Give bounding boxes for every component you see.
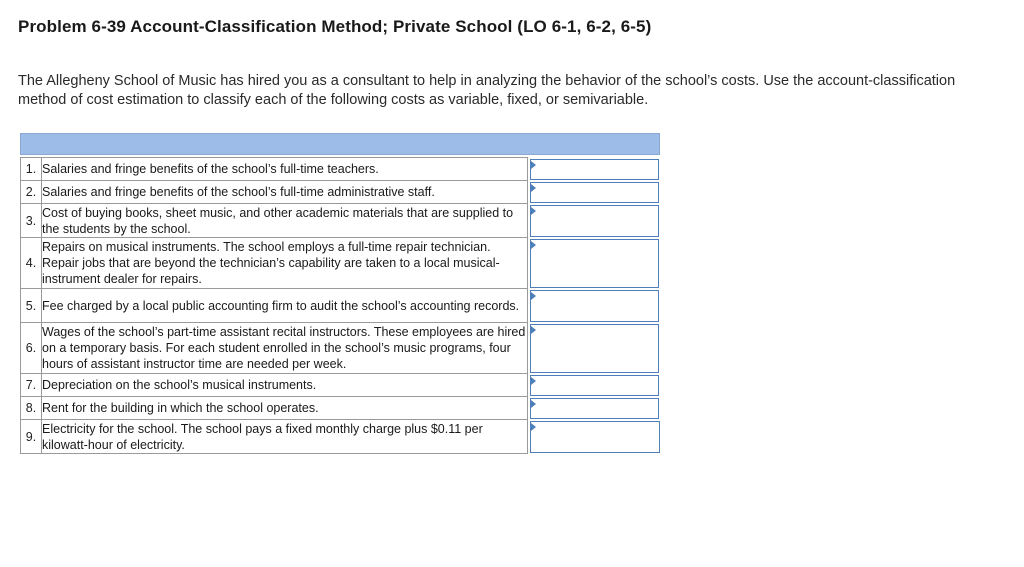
dropdown-arrow-icon: [531, 377, 536, 385]
table-row: [21, 323, 660, 374]
table-row: [21, 397, 660, 420]
cost-description: Cost of buying books, sheet music, and other academic materials that are supplied to the students by the school.: [42, 204, 528, 238]
row-number: 6.: [21, 323, 42, 374]
row-number: 3.: [21, 204, 42, 238]
table-row: [21, 374, 660, 397]
dropdown-arrow-icon: [531, 400, 536, 408]
row-number: 2.: [21, 181, 42, 204]
classification-dropdown[interactable]: [530, 324, 659, 373]
classification-dropdown[interactable]: [530, 375, 659, 396]
dropdown-arrow-icon: [531, 184, 536, 192]
classification-dropdown[interactable]: [530, 159, 659, 180]
cost-items-table: [20, 157, 660, 454]
table-row: [21, 181, 660, 204]
table-row: [21, 289, 660, 323]
dropdown-arrow-icon: [531, 292, 536, 300]
cost-description: Depreciation on the school’s musical instruments.: [42, 374, 528, 397]
problem-instructions: The Allegheny School of Music has hired you as a consultant to help in analyzing the behavior of the school’s costs. Use the account-classification method of cost estimation to classify each of the following costs as variable, fixed, or semivariable.: [18, 73, 956, 108]
classification-table: [20, 133, 660, 454]
row-number: 5.: [21, 289, 42, 323]
dropdown-arrow-icon: [531, 161, 536, 169]
classification-dropdown[interactable]: [530, 182, 659, 203]
row-number: 8.: [21, 397, 42, 420]
classification-dropdown[interactable]: [530, 421, 660, 453]
table-row: [21, 238, 660, 289]
problem-title: Problem 6-39 Account-Classification Method; Private School (LO 6-1, 6-2, 6-5): [18, 17, 652, 36]
cost-description: Salaries and fringe benefits of the school’s full-time administrative staff.: [42, 181, 528, 204]
cost-description: Repairs on musical instruments. The school employs a full-time repair technician. Repair jobs that are beyond the technician’s capability are taken to a local musical-instrument dealer for repairs.: [42, 238, 528, 289]
row-number: 7.: [21, 374, 42, 397]
row-number: 4.: [21, 238, 42, 289]
cost-description: Electricity for the school. The school pays a fixed monthly charge plus $0.11 per kilowatt-hour of electricity.: [42, 420, 528, 454]
row-number: 9.: [21, 420, 42, 454]
classification-dropdown[interactable]: [530, 239, 659, 288]
table-row: [21, 420, 660, 454]
classification-dropdown[interactable]: [530, 205, 659, 237]
cost-description: Fee charged by a local public accounting firm to audit the school’s accounting records.: [42, 289, 528, 323]
table-row: [21, 158, 660, 181]
dropdown-arrow-icon: [531, 423, 536, 431]
dropdown-arrow-icon: [531, 326, 536, 334]
table-row: [21, 204, 660, 238]
cost-description: Rent for the building in which the school operates.: [42, 397, 528, 420]
classification-dropdown[interactable]: [530, 290, 659, 322]
classification-dropdown[interactable]: [530, 398, 659, 419]
cost-description: Salaries and fringe benefits of the school’s full-time teachers.: [42, 158, 528, 181]
cost-description: Wages of the school’s part-time assistant recital instructors. These employees are hired on a temporary basis. For each student enrolled in the school’s music programs, four hours of assistant instructor time are needed per week.: [42, 323, 528, 374]
table-header-bar: [20, 133, 660, 155]
dropdown-arrow-icon: [531, 207, 536, 215]
row-number: 1.: [21, 158, 42, 181]
dropdown-arrow-icon: [531, 241, 536, 249]
